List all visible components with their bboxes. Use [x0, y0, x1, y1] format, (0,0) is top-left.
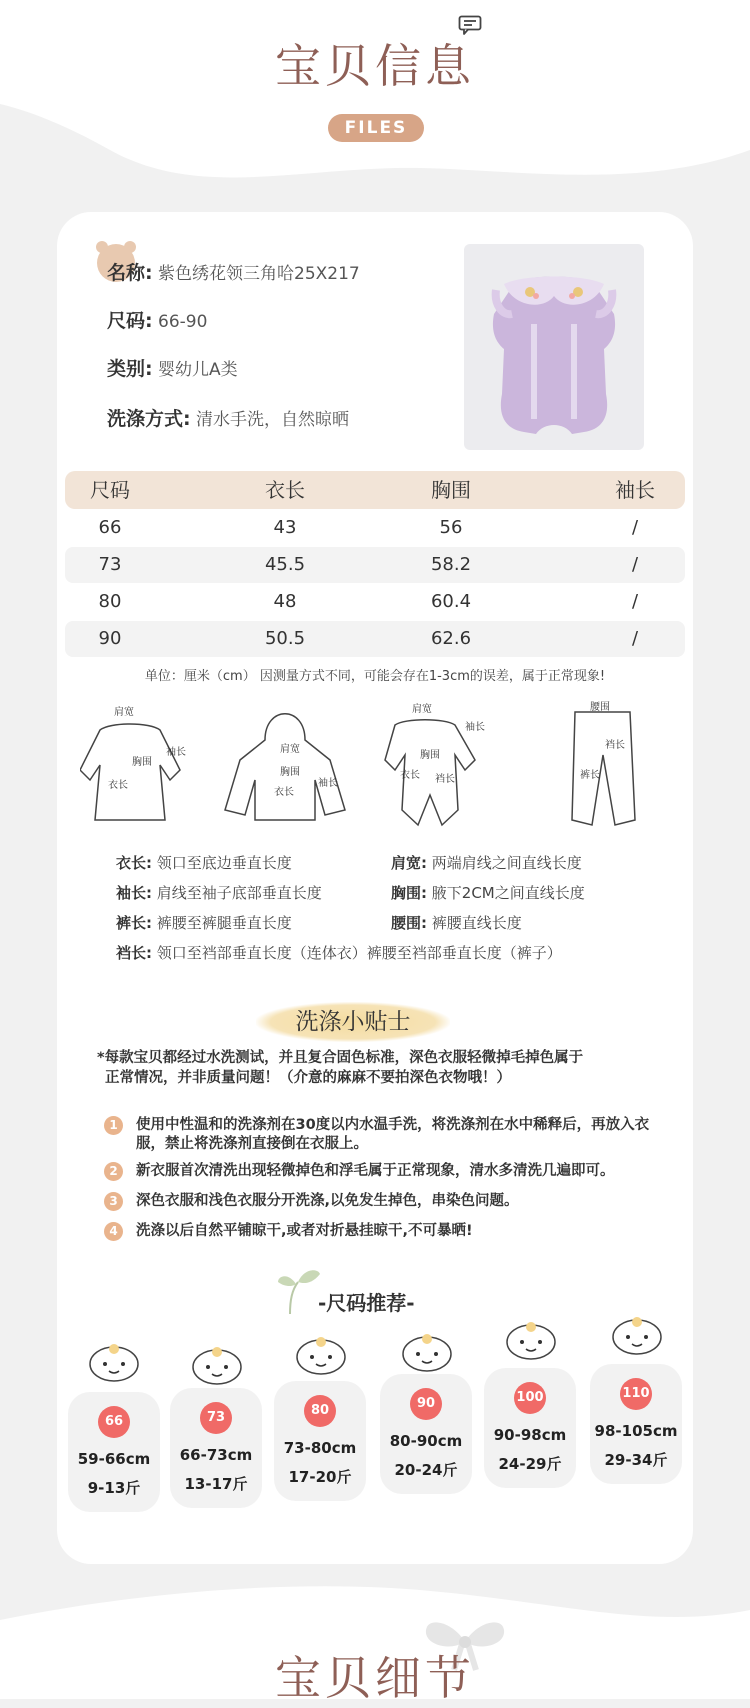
tip-number: 4: [104, 1222, 123, 1241]
definition-value: 领口至底边垂直长度: [156, 854, 292, 872]
definition-value: 腋下2CM之间直线长度: [431, 884, 585, 902]
wash-notice-line: *每款宝贝都经过水洗测试，并且复合固色标准，深色衣服轻微掉毛掉色属于: [97, 1050, 584, 1066]
definition-key: 肩宽:: [391, 854, 427, 872]
tip-text: 洗涤以后自然平铺晾干,或者对折悬挂晾干,不可暴晒!: [136, 1223, 473, 1239]
detail-section-title: 宝贝细节: [275, 1651, 475, 1705]
diagram-label-shoulder: 肩宽: [412, 704, 432, 715]
table-cell: 73: [98, 554, 122, 575]
table-cell: 50.5: [264, 628, 306, 649]
table-cell: 80: [98, 591, 122, 612]
size-recommend-card: [484, 1368, 576, 1488]
definition-value: 肩线至袖子底部垂直长度: [156, 884, 322, 902]
wash-notice-line: 正常情况，并非质量问题！（介意的麻麻不要拍深色衣物哦！）: [105, 1070, 511, 1086]
diagram-label-chest: 胸围: [132, 757, 152, 768]
sprout-icon: [276, 1264, 322, 1316]
size-badge: 100: [514, 1382, 546, 1414]
size-badge: 66: [98, 1406, 130, 1438]
unit-note: 单位：厘米（cm） 因测量方式不同，可能会存在1-3cm的误差，属于正常现象!: [144, 669, 606, 684]
table-row: [65, 584, 685, 620]
size-height: 73-80cm: [283, 1439, 357, 1457]
product-category-value: 婴幼儿A类: [158, 360, 238, 380]
product-size-label: 尺码:: [107, 310, 153, 332]
definition-key: 腰围:: [391, 914, 427, 932]
diagram-label-crotch: 裆长: [605, 740, 625, 751]
size-weight: 17-20斤: [288, 1468, 352, 1486]
size-weight: 13-17斤: [184, 1475, 248, 1493]
definition-key: 衣长:: [116, 854, 152, 872]
definition-key: 胸围:: [391, 884, 427, 902]
table-row: [65, 621, 685, 657]
table-cell: 43: [273, 517, 297, 538]
product-category-label: 类别:: [107, 358, 153, 380]
table-cell: /: [631, 591, 639, 612]
table-header-cell: 尺码: [90, 478, 130, 502]
diagram-label-length: 衣长: [274, 787, 294, 798]
table-cell: 48: [273, 591, 297, 612]
table-cell: 60.4: [430, 591, 472, 612]
definition-value: 领口至裆部垂直长度（连体衣）裤腰至裆部垂直长度（裤子）: [156, 944, 562, 962]
definition-value: 裤腰直线长度: [431, 914, 522, 932]
size-height: 98-105cm: [594, 1422, 678, 1440]
table-row: [65, 547, 685, 583]
product-name-value: 紫色绣花领三角哈25X217: [158, 264, 360, 284]
baby-face-icon: [190, 1343, 244, 1387]
dress-diagram: [80, 724, 180, 820]
size-weight: 20-24斤: [394, 1461, 458, 1479]
definition-item: [116, 912, 292, 933]
table-cell: 66: [98, 517, 122, 538]
definition-item: [391, 882, 585, 903]
product-size-value: 66-90: [158, 312, 208, 332]
definition-value: 两端肩线之间直线长度: [431, 854, 582, 872]
table-cell: /: [631, 517, 639, 538]
romper-diagram: [385, 720, 475, 825]
tips-title: 洗涤小贴士: [256, 1002, 450, 1042]
tip-text: 深色衣服和浅色衣服分开洗涤,以免发生掉色，串染色问题。: [136, 1193, 519, 1209]
table-cell: 62.6: [430, 628, 472, 649]
diagram-label-shoulder: 肩宽: [114, 707, 134, 718]
size-badge: 73: [200, 1402, 232, 1434]
definition-value: 裤腰至裤腿垂直长度: [156, 914, 292, 932]
recommend-title: -尺码推荐-: [318, 1291, 415, 1315]
files-badge: FILES: [328, 114, 424, 142]
definition-key: 袖长:: [116, 884, 152, 902]
diagram-label-chest: 胸围: [280, 767, 300, 778]
diagram-label-length: 衣长: [400, 770, 420, 781]
tip-number: 3: [104, 1192, 123, 1211]
definition-item: [116, 942, 562, 963]
table-cell: /: [631, 628, 639, 649]
definition-item: [116, 852, 292, 873]
table-header-cell: 衣长: [265, 478, 305, 502]
diagram-label-pants: 裤长: [580, 770, 600, 781]
tip-number: 1: [104, 1116, 123, 1135]
diagram-label-crotch: 裆长: [435, 774, 455, 785]
definition-item: [116, 882, 322, 903]
size-table: [65, 471, 685, 658]
table-header-cell: 袖长: [615, 478, 655, 502]
pants-diagram: [572, 712, 635, 825]
table-cell: 58.2: [430, 554, 472, 575]
size-height: 90-98cm: [493, 1426, 567, 1444]
size-weight: 9-13斤: [87, 1479, 141, 1497]
product-wash-row: [107, 404, 349, 431]
product-name-row: [107, 258, 360, 285]
product-category-row: [107, 354, 238, 381]
product-wash-value: 清水手洗，自然晾晒: [196, 410, 350, 430]
diagram-label-chest: 胸围: [420, 750, 440, 761]
baby-face-icon: [400, 1330, 454, 1374]
definition-item: [391, 912, 522, 933]
diagram-label-length: 衣长: [108, 780, 128, 791]
size-badge: 80: [304, 1395, 336, 1427]
size-weight: 24-29斤: [498, 1455, 562, 1473]
baby-face-icon: [294, 1333, 348, 1377]
product-name-label: 名称:: [107, 262, 153, 284]
diagram-label-shoulder: 肩宽: [280, 744, 300, 755]
size-height: 80-90cm: [389, 1432, 463, 1450]
diagram-label-sleeve: 袖长: [318, 778, 338, 789]
product-size-row: [107, 306, 207, 333]
page-title: 宝贝信息: [275, 39, 475, 93]
size-height: 59-66cm: [77, 1450, 151, 1468]
wash-notice: [97, 1048, 677, 1088]
table-header-row: [65, 471, 685, 509]
table-cell: 90: [98, 628, 122, 649]
baby-face-icon: [504, 1318, 558, 1362]
size-recommend-card: [274, 1381, 366, 1501]
size-recommend-card: [380, 1374, 472, 1494]
tip-text: 新衣服首次清洗出现轻微掉色和浮毛属于正常现象，清水多清洗几遍即可。: [136, 1163, 615, 1179]
size-height: 66-73cm: [179, 1446, 253, 1464]
definition-key: 裤长:: [116, 914, 152, 932]
table-cell: /: [631, 554, 639, 575]
diagram-label-sleeve: 袖长: [465, 722, 485, 733]
definition-key: 裆长:: [116, 944, 152, 962]
size-badge: 110: [620, 1378, 652, 1410]
size-weight: 29-34斤: [604, 1451, 668, 1469]
message-icon[interactable]: [458, 15, 482, 35]
baby-face-icon: [87, 1340, 141, 1384]
product-photo: [464, 244, 644, 450]
size-recommend-card: [590, 1364, 682, 1484]
diagram-label-waist: 腰围: [590, 702, 610, 713]
table-header-cell: 胸围: [431, 478, 471, 502]
table-cell: 56: [439, 517, 463, 538]
tip-text: 使用中性温和的洗涤剂在30度以内水温手洗，将洗涤剂在水中稀释后，再放入衣服，禁止将洗涤剂直接倒在衣服上。: [136, 1117, 650, 1152]
tip-number: 2: [104, 1162, 123, 1181]
product-wash-label: 洗涤方式:: [107, 408, 191, 430]
size-recommend-card: [68, 1392, 160, 1512]
table-cell: 45.5: [264, 554, 306, 575]
definition-item: [391, 852, 582, 873]
baby-face-icon: [610, 1313, 664, 1357]
size-badge: 90: [410, 1388, 442, 1420]
size-recommend-card: [170, 1388, 262, 1508]
diagram-label-sleeve: 袖长: [166, 747, 186, 758]
table-row: [65, 510, 685, 546]
measurement-diagrams: [80, 700, 680, 840]
